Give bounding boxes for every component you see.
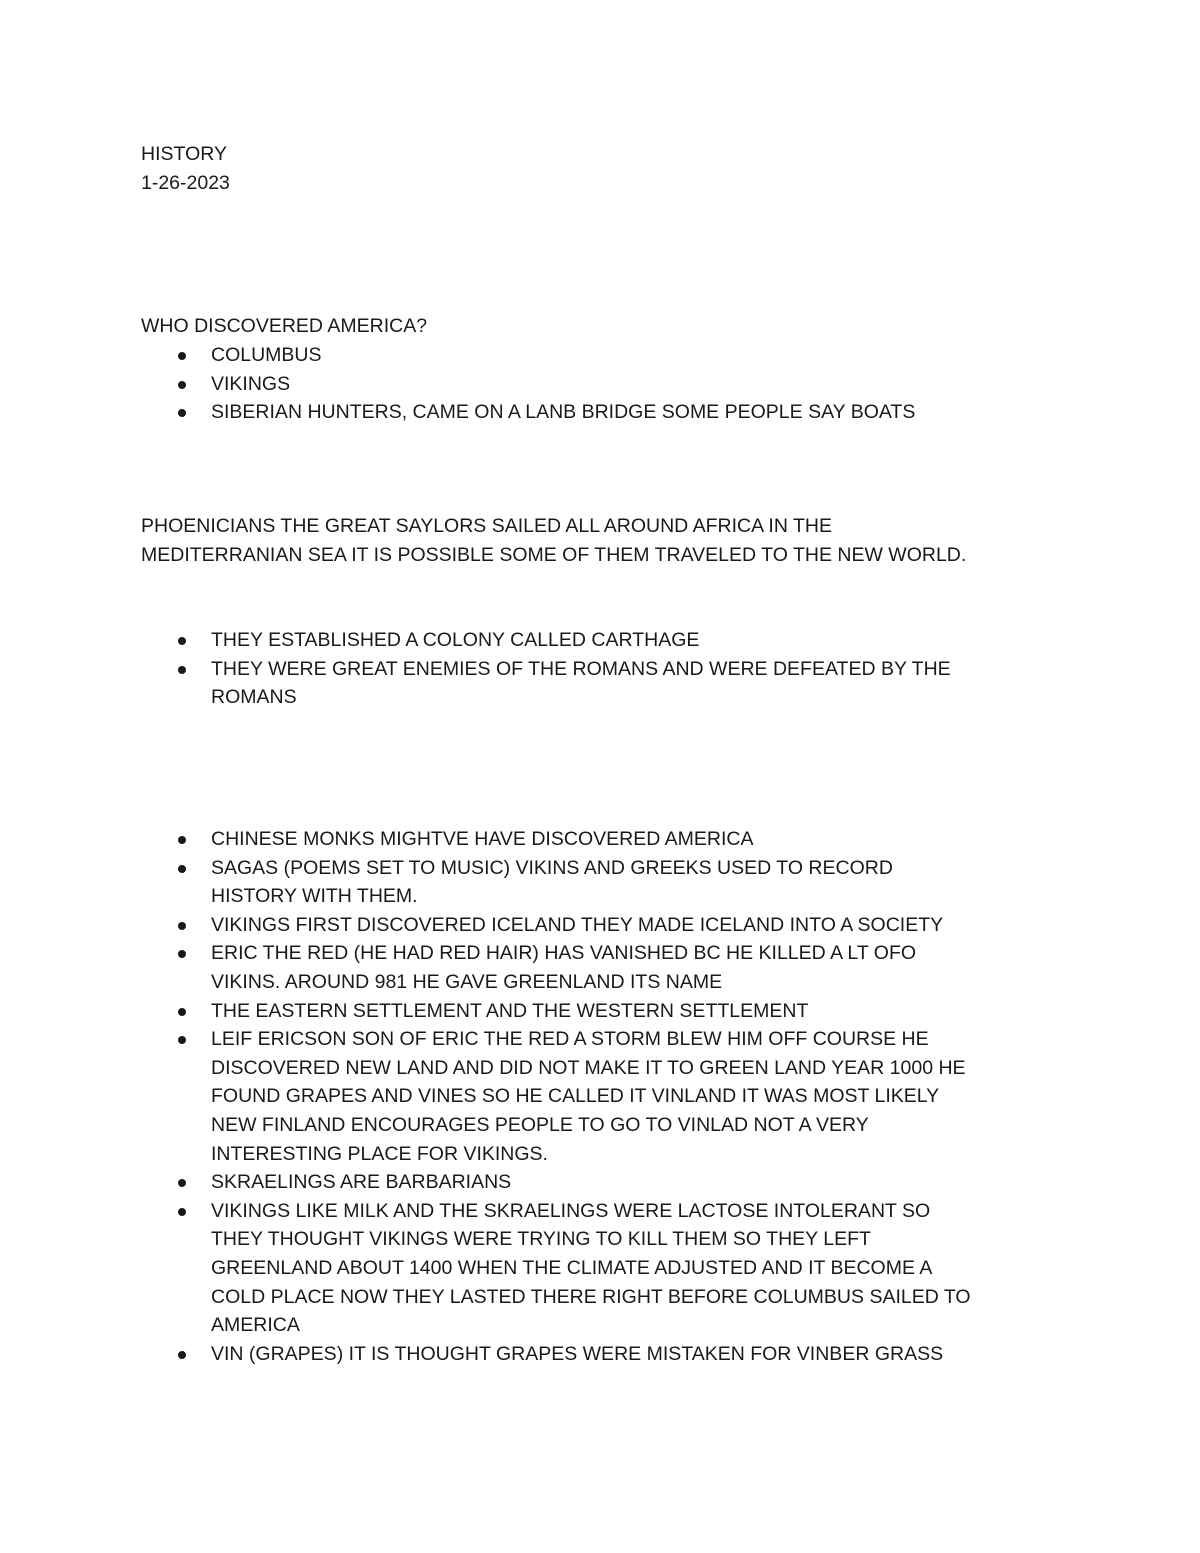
bullet-icon: [178, 1008, 186, 1016]
bullet-icon: [178, 1208, 186, 1216]
bullet-icon: [178, 637, 186, 645]
vikings-list: [0, 825, 1100, 1368]
phoenicians-paragraph: [141, 512, 1081, 569]
list-item: SKRAELINGS ARE BARBARIANS: [0, 1168, 1100, 1197]
list-item: ERIC THE RED (HE HAD RED HAIR) HAS VANISHED BC HE KILLED A LT OFO VIKINS. AROUND 981 HE GAVE GREENLAND ITS NAME: [0, 939, 1100, 996]
list-item: THEY WERE GREAT ENEMIES OF THE ROMANS AND WERE DEFEATED BY THE ROMANS: [0, 655, 1100, 712]
list-item: VIKINGS: [0, 370, 1100, 399]
list-item: SAGAS (POEMS SET TO MUSIC) VIKINS AND GREEKS USED TO RECORD HISTORY WITH THEM.: [0, 854, 1100, 911]
list-item: SIBERIAN HUNTERS, CAME ON A LANB BRIDGE SOME PEOPLE SAY BOATS: [0, 398, 1100, 427]
bullet-icon: [178, 409, 186, 417]
bullet-icon: [178, 1179, 186, 1187]
bullet-icon: [178, 1036, 186, 1044]
list-item: THE EASTERN SETTLEMENT AND THE WESTERN SETTLEMENT: [0, 997, 1100, 1026]
phoenicians-list: [0, 626, 1100, 712]
bullet-icon: [178, 865, 186, 873]
bullet-icon: [178, 950, 186, 958]
list-item: LEIF ERICSON SON OF ERIC THE RED A STORM BLEW HIM OFF COURSE HE DISCOVERED NEW LAND AND DID NOT MAKE IT TO GREEN LAND YEAR 1000 HE FOUND GRAPES AND VINES SO HE CALLED IT VINLAND IT WAS MOST LIKELY NEW FINLAND ENCOURAGES PEOPLE TO GO TO VINLAD NOT A VERY INTERESTING PLACE FOR VIKINGS.: [0, 1025, 1100, 1168]
list-item: VIN (GRAPES) IT IS THOUGHT GRAPES WERE MISTAKEN FOR VINBER GRASS: [0, 1340, 1100, 1369]
paragraph-line: MEDITERRANIAN SEA IT IS POSSIBLE SOME OF THEM TRAVELED TO THE NEW WORLD.: [141, 543, 967, 566]
document-date: 1-26-2023: [141, 172, 230, 194]
bullet-icon: [178, 352, 186, 360]
list-item: COLUMBUS: [0, 341, 1100, 370]
list-item: VIKINGS FIRST DISCOVERED ICELAND THEY MADE ICELAND INTO A SOCIETY: [0, 911, 1100, 940]
document-subject: HISTORY: [141, 143, 227, 165]
bullet-icon: [178, 666, 186, 674]
discoverers-list: [0, 341, 1100, 427]
list-item: THEY ESTABLISHED A COLONY CALLED CARTHAGE: [0, 626, 1100, 655]
section-question: WHO DISCOVERED AMERICA?: [141, 315, 428, 337]
bullet-icon: [178, 922, 186, 930]
bullet-icon: [178, 1351, 186, 1359]
paragraph-line: PHOENICIANS THE GREAT SAYLORS SAILED ALL AROUND AFRICA IN THE: [141, 515, 833, 537]
list-item: VIKINGS LIKE MILK AND THE SKRAELINGS WERE LACTOSE INTOLERANT SO THEY THOUGHT VIKINGS WERE TRYING TO KILL THEM SO THEY LEFT GREENLAND ABOUT 1400 WHEN THE CLIMATE ADJUSTED AND IT BECOME A COLD PLACE NOW THEY LASTED THERE RIGHT BEFORE COLUMBUS SAILED TO AMERICA: [0, 1197, 1100, 1340]
list-item: CHINESE MONKS MIGHTVE HAVE DISCOVERED AMERICA: [0, 825, 1100, 854]
bullet-icon: [178, 381, 186, 389]
bullet-icon: [178, 836, 186, 844]
